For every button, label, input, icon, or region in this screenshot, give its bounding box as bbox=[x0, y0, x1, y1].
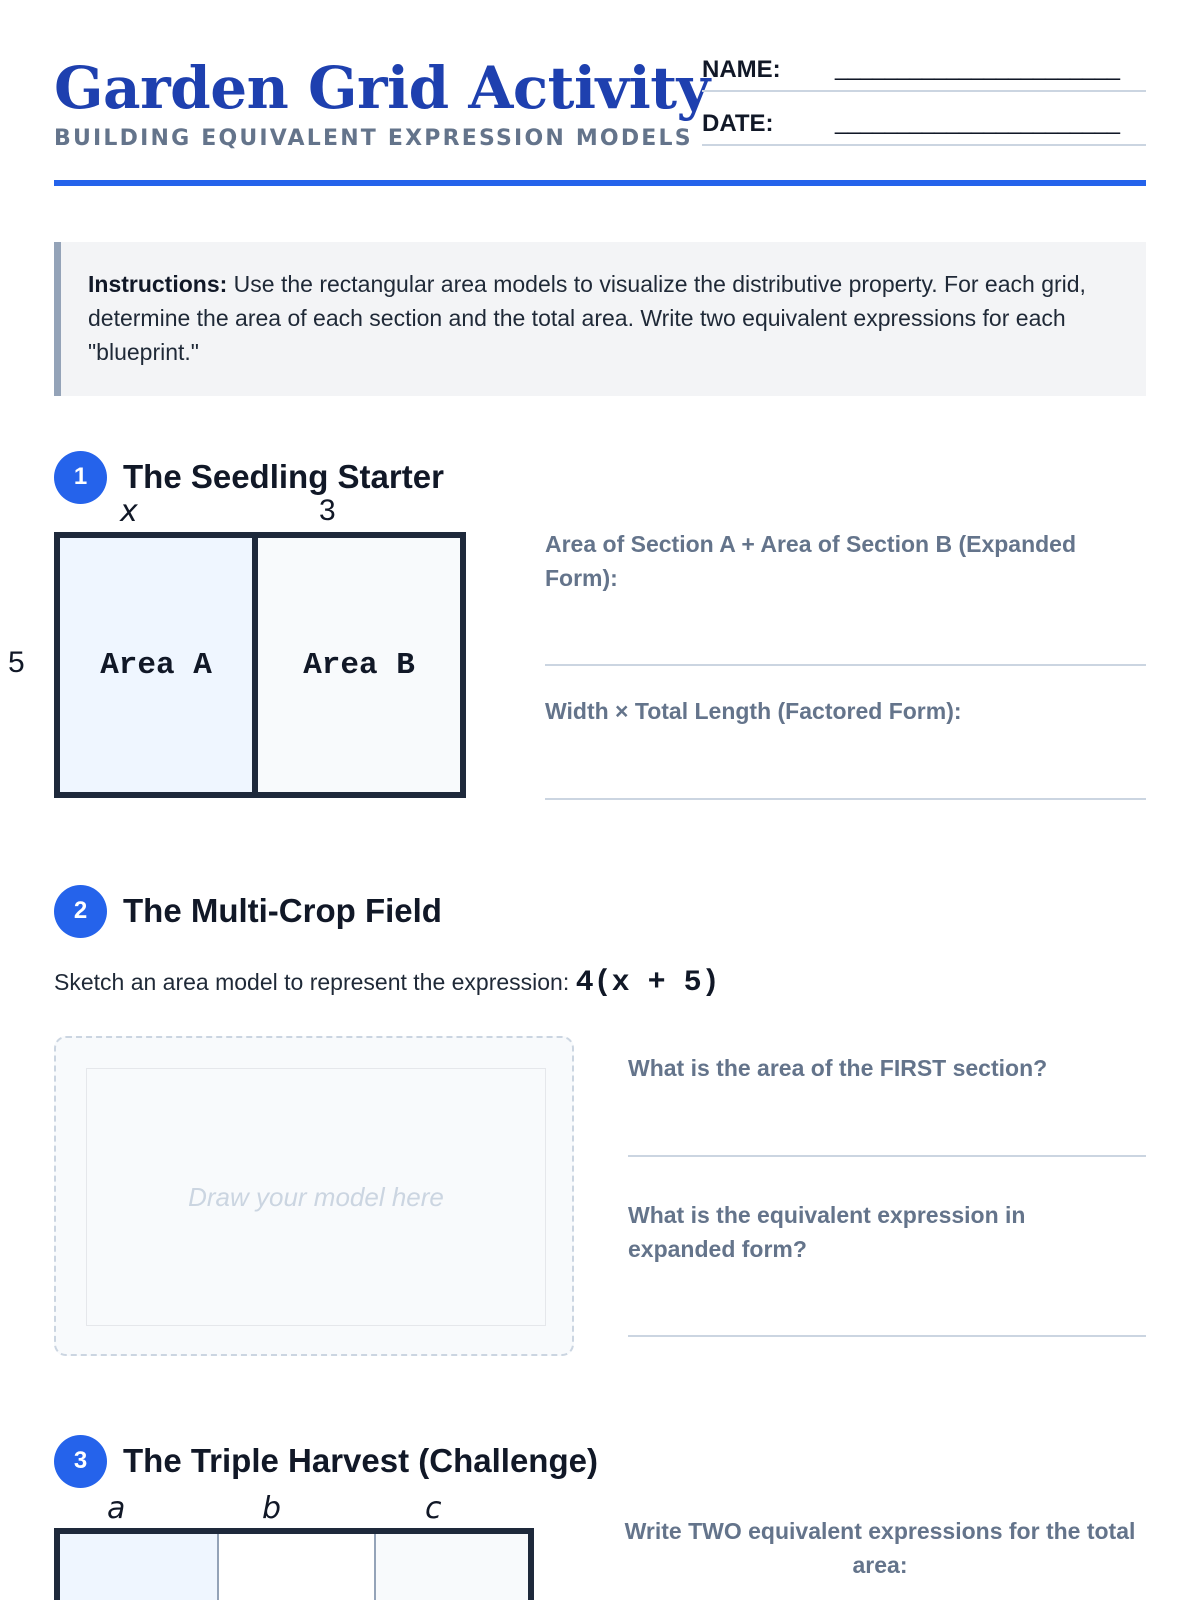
worksheet-header bbox=[54, 52, 1146, 187]
dimension-label-x: x bbox=[120, 494, 138, 529]
factored-form-question: Width × Total Length (Factored Form): bbox=[545, 698, 962, 724]
area-a-cell: Area A bbox=[60, 538, 258, 792]
section-title: The Multi-Crop Field bbox=[123, 892, 442, 929]
instructions-text: Use the rectangular area models to visualize the distributive property. For each grid, determine the area of each section and the total area. Write two equivalent expressions for each "blueprint." bbox=[88, 271, 1086, 365]
area-c-cell bbox=[376, 1534, 528, 1600]
first-section-answer-line[interactable] bbox=[628, 1155, 1146, 1157]
section-number-badge: 1 bbox=[54, 451, 107, 504]
expanded-form-question: Area of Section A + Area of Section B (Expanded Form): bbox=[545, 531, 1077, 591]
sketch-placeholder: Draw your model here bbox=[188, 1181, 444, 1212]
date-row bbox=[702, 106, 1146, 146]
dimension-label-b: b bbox=[262, 1491, 282, 1526]
section-3-heading bbox=[54, 1434, 598, 1488]
dimension-label-c: c bbox=[425, 1491, 442, 1526]
sketch-canvas[interactable] bbox=[86, 1068, 546, 1326]
date-label: DATE: bbox=[702, 110, 774, 137]
instructions-box bbox=[54, 242, 1146, 396]
factored-form-answer-line[interactable] bbox=[545, 798, 1146, 800]
area-a-cell bbox=[60, 1534, 219, 1600]
date-field[interactable]: _______________________ bbox=[835, 108, 1119, 135]
expanded-expression-answer-line[interactable] bbox=[628, 1335, 1146, 1337]
expanded-expression-question: What is the equivalent expression in expanded form? bbox=[628, 1202, 1026, 1262]
area-b-cell bbox=[219, 1534, 376, 1600]
section-number-badge: 3 bbox=[54, 1435, 107, 1488]
section-title: The Seedling Starter bbox=[123, 458, 444, 495]
name-row bbox=[702, 52, 1146, 92]
two-expressions-question: Write TWO equivalent expressions for the total area: bbox=[624, 1518, 1136, 1578]
sketch-prompt-text: Sketch an area model to represent the expression: bbox=[54, 969, 576, 995]
target-expression: 4(x + 5) bbox=[575, 966, 720, 1000]
triple-area-grid bbox=[54, 1528, 534, 1600]
dimension-label-5: 5 bbox=[8, 646, 25, 679]
header-divider bbox=[54, 180, 1146, 186]
section-title: The Triple Harvest (Challenge) bbox=[123, 1442, 598, 1479]
name-field[interactable]: _______________________ bbox=[835, 54, 1119, 81]
dimension-label-3: 3 bbox=[319, 494, 336, 527]
dimension-label-a: a bbox=[107, 1491, 126, 1526]
student-info bbox=[702, 52, 1146, 160]
sketch-prompt bbox=[54, 966, 720, 1000]
sketch-area[interactable] bbox=[54, 1036, 574, 1356]
instructions-lead: Instructions: bbox=[88, 271, 228, 297]
page-title: Garden Grid Activity bbox=[54, 54, 710, 122]
first-section-question: What is the area of the FIRST section? bbox=[628, 1055, 1048, 1081]
expanded-form-answer-line[interactable] bbox=[545, 664, 1146, 666]
section-2-heading bbox=[54, 884, 442, 938]
area-b-cell: Area B bbox=[258, 538, 460, 792]
name-label: NAME: bbox=[702, 56, 781, 83]
section-number-badge: 2 bbox=[54, 885, 107, 938]
area-model-grid bbox=[54, 532, 466, 798]
page-subtitle: BUILDING EQUIVALENT EXPRESSION MODELS bbox=[54, 126, 693, 151]
section-1-heading bbox=[54, 450, 444, 504]
